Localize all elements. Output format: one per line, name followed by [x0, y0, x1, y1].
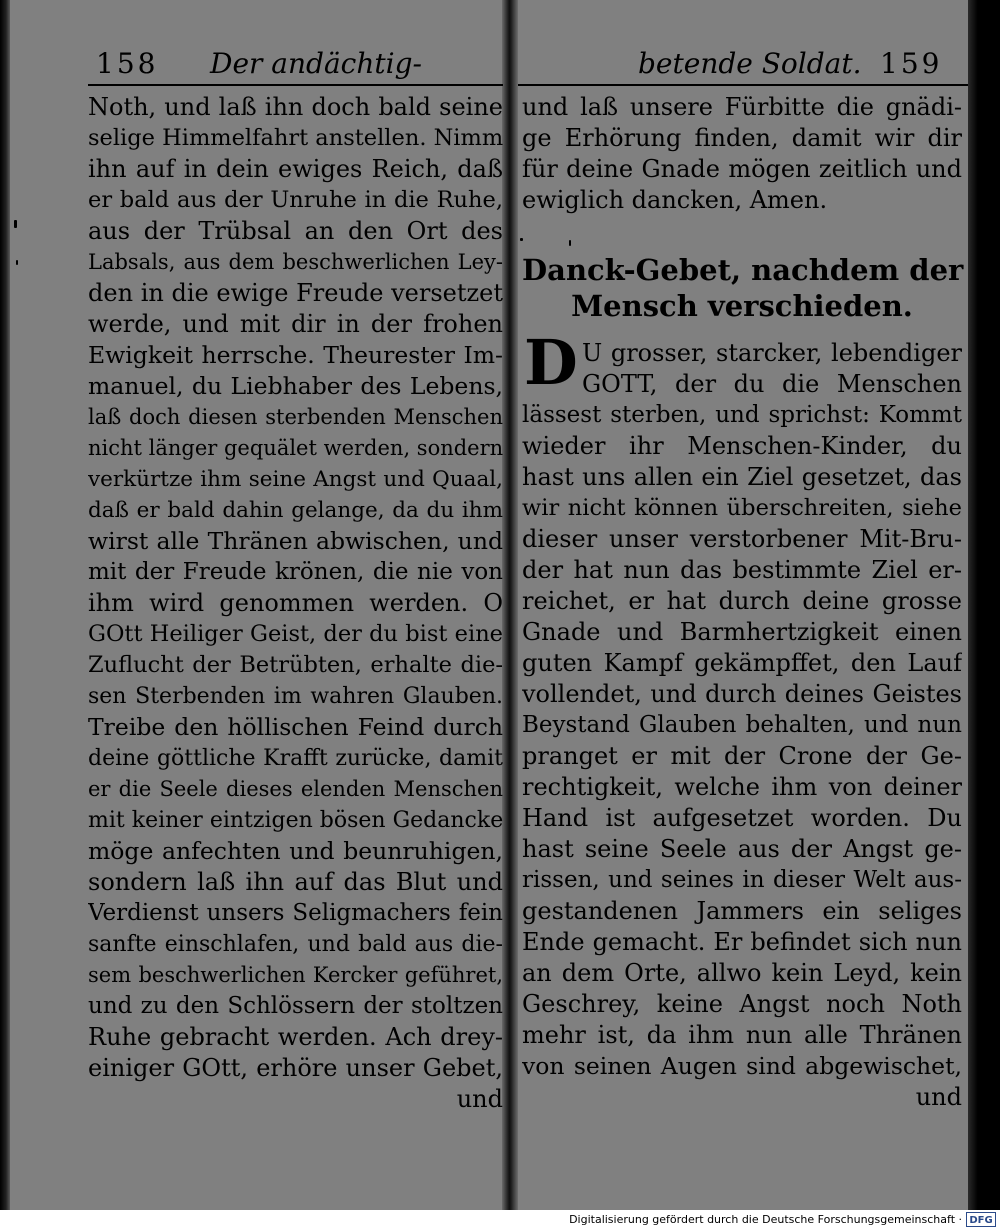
text-line: lässest sterben, und sprichst: Kommt [522, 402, 962, 428]
text-line: verkürtze ihm seine Angst und Quaal, [88, 467, 503, 492]
text-line: Labsals, aus dem beschwerlichen Ley- [88, 250, 503, 274]
text-line: er die Seele dieses elenden Menschen [88, 777, 503, 801]
text-line: nicht länger gequälet werden, sondern [88, 436, 503, 460]
dfg-logo: DFG [966, 1212, 996, 1227]
text-line: einiger GOtt, erhöre unser Gebet, [88, 1054, 503, 1082]
catchword: und [915, 1083, 962, 1111]
right-book-edge [968, 0, 1000, 1210]
text-line: U grosser, starcker, lebendiger [582, 339, 962, 367]
funding-credit: Digitalisierung gefördert durch die Deutsche Forschungsgemeinschaft · [569, 1213, 962, 1226]
text-line: pranget er mit der Crone der Ge- [522, 742, 962, 770]
running-title: Der andächtig- [210, 47, 422, 80]
text-line: möge anfechten und beunruhigen, [88, 837, 503, 865]
text-line: dieser unser verstorbener Mit-Bru- [522, 525, 962, 553]
text-line: aus der Trübsal an den Ort des [88, 217, 503, 245]
text-line: daß er bald dahin gelange, da du ihm [88, 498, 503, 523]
text-line: Gnade und Barmhertzigkeit einen [522, 618, 962, 646]
text-line: sanfte einschlafen, und bald aus die- [88, 932, 503, 957]
scan-speck [16, 260, 18, 265]
text-line: manuel, du Liebhaber des Lebens, [88, 372, 503, 400]
digitization-footer [0, 1210, 1000, 1230]
text-line: ewiglich dancken, Amen. [522, 186, 828, 214]
text-line: Ende gemacht. Er befindet sich nun [522, 928, 962, 956]
page-number: 159 [880, 47, 943, 80]
running-title: betende Soldat. [638, 47, 862, 80]
text-line: ge Erhörung finden, damit wir dir [522, 124, 962, 152]
text-line: sen Sterbenden im wahren Glauben. [88, 684, 503, 709]
right-page-body-text [522, 338, 962, 1113]
page-number: 158 [96, 47, 159, 80]
text-line: an dem Orte, allwo kein Leyd, kein [522, 959, 962, 987]
text-line: GOTT, der du die Menschen [582, 370, 962, 398]
text-line: hast uns allen ein Ziel gesetzet, das [522, 463, 962, 491]
text-line: mehr ist, da ihm nun alle Thränen [522, 1021, 962, 1049]
text-line: und zu den Schlössern der stoltzen [88, 993, 503, 1019]
text-line: selige Himmelfahrt anstellen. Nimm [88, 125, 503, 151]
header-rule [88, 84, 503, 86]
text-line: Ewigkeit herrsche. Theurester Im- [88, 341, 503, 369]
text-line: sondern laß ihn auf das Blut und [88, 868, 503, 896]
text-line: und laß unsere Fürbitte die gnädi- [522, 93, 962, 121]
text-line: ihn auf in dein ewiges Reich, daß [88, 155, 503, 183]
text-line: reichet, er hat durch deine grosse [522, 587, 962, 615]
header-rule [518, 84, 968, 86]
text-line: Beystand Glauben behalten, und nun [522, 712, 962, 738]
text-line: gestandenen Jammers ein seliges [522, 897, 962, 925]
text-line: Geschrey, keine Angst noch Noth [522, 990, 962, 1018]
text-line: werde, und mit dir in der frohen [88, 310, 503, 338]
text-line: rechtigkeit, welche ihm von deiner [522, 773, 962, 801]
text-line: der hat nun das bestimmte Ziel er- [522, 556, 962, 584]
book-gutter [502, 0, 518, 1210]
section-heading-line: Danck-Gebet, nachdem der [522, 253, 964, 287]
text-line: er bald aus der Unruhe in die Ruhe, [88, 187, 503, 213]
text-line: sem beschwerlichen Kercker geführet, [88, 963, 503, 987]
text-line: Verdienst unsers Seligmachers fein [88, 900, 503, 926]
text-line: Zuflucht der Betrübten, erhalte die- [88, 652, 503, 678]
text-line: GOtt Heiliger Geist, der du bist eine [88, 621, 503, 647]
text-line: Hand ist aufgesetzet worden. Du [522, 804, 962, 832]
text-line: von seinen Augen sind abgewischet, [522, 1052, 962, 1080]
text-line: wirst alle Thränen abwischen, und [88, 527, 503, 555]
section-heading [522, 252, 962, 324]
text-line: wir nicht können überschreiten, siehe [522, 495, 962, 521]
text-line: rissen, und seines in dieser Welt aus- [522, 867, 962, 893]
text-line: Noth, und laß ihn doch bald seine [88, 93, 503, 121]
text-line: mit keiner eintzigen bösen Gedancke [88, 808, 503, 833]
text-line: guten Kampf gekämpffet, den Lauf [522, 649, 962, 677]
text-line: wieder ihr Menschen-Kinder, du [522, 432, 962, 460]
drop-cap: D [524, 326, 578, 399]
left-book-edge [0, 0, 10, 1210]
left-page-text [88, 92, 503, 1115]
text-line: vollendet, und durch deines Geistes [522, 680, 962, 708]
text-line: für deine Gnade mögen zeitlich und [522, 155, 962, 183]
text-line: Ruhe gebracht werden. Ach drey- [88, 1023, 503, 1051]
text-line: mit der Freude krönen, die nie von [88, 559, 503, 585]
section-heading-line: Mensch verschieden. [571, 289, 913, 323]
right-page [518, 0, 968, 1200]
text-line: laß doch diesen sterbenden Menschen [88, 405, 503, 429]
left-page [60, 0, 503, 1200]
catchword: und [456, 1085, 503, 1113]
text-line: den in die ewige Freude versetzet [88, 279, 503, 307]
text-line: ihm wird genommen werden. O [88, 589, 503, 617]
right-page-top-text [522, 92, 962, 216]
text-line: Treibe den höllischen Feind durch [88, 713, 503, 741]
text-line: hast seine Seele aus der Angst ge- [522, 835, 962, 863]
scan-speck [14, 220, 17, 228]
text-line: deine göttliche Krafft zurücke, damit [88, 746, 503, 771]
